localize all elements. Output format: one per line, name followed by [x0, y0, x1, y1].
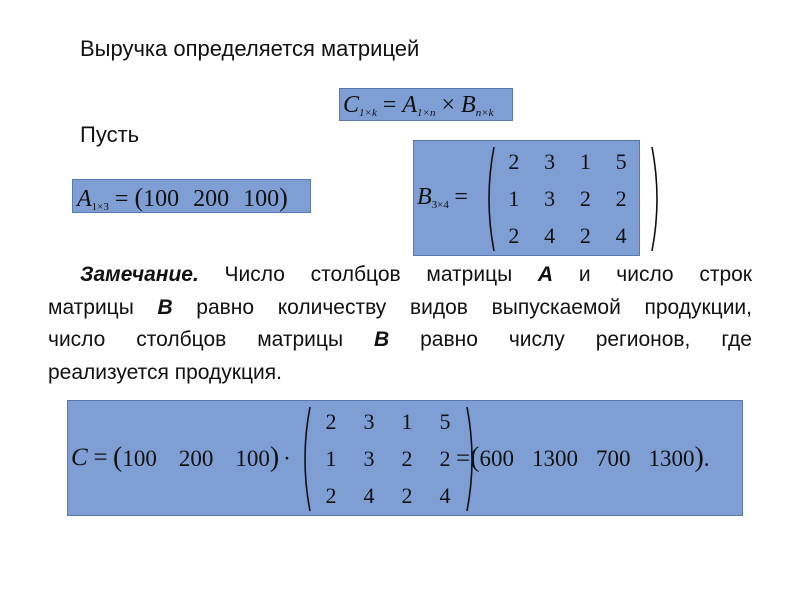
remark-label: Замечание. [80, 263, 199, 286]
matrix-b-cell: 5 [615, 148, 627, 174]
formula-equals: = [382, 92, 397, 118]
result-b-cell: 2 [401, 482, 413, 508]
matrix-b-cell: 3 [544, 148, 556, 174]
result-equals: = [93, 444, 108, 471]
matrix-b-cell: 3 [544, 185, 556, 211]
remark-line: число столбцов матрицы B равно числу регионов, где [48, 328, 752, 351]
remark-line: реализуется продукция. [48, 360, 282, 384]
result-b-left-bracket [298, 405, 312, 513]
matrix-b-cell: 2 [579, 185, 591, 211]
remark-paragraph [48, 259, 752, 389]
page-heading: Выручка определяется матрицей [80, 36, 420, 61]
result-equals-2: = [456, 445, 471, 472]
result-c-value: 1300 [648, 446, 695, 471]
formula-b-subscript: n×k [475, 107, 494, 119]
matrix-b-symbol: B [417, 184, 432, 210]
result-period: . [703, 446, 710, 471]
result-a-rparen: ) [269, 442, 280, 473]
result-a-value: 100 [235, 446, 270, 471]
formula-times: × [441, 92, 456, 118]
result-a-lparen: ( [113, 442, 123, 473]
result-c-value: 600 [479, 446, 514, 471]
result-c-value: 1300 [531, 446, 578, 471]
matrix-a-box [72, 179, 311, 213]
result-b-cell: 3 [363, 408, 375, 434]
matrix-a-value: 200 [193, 186, 230, 212]
matrix-a-lparen: ( [134, 183, 144, 212]
result-b-cell: 2 [401, 445, 413, 471]
matrix-b-cell: 1 [579, 148, 591, 174]
result-b-cell: 2 [439, 445, 451, 471]
result-c-value: 700 [595, 446, 631, 471]
formula-a-symbol: A [402, 92, 418, 118]
let-label: Пусть [80, 122, 140, 147]
remark-matrix-b: B [157, 295, 173, 319]
result-b-cell: 2 [325, 482, 337, 508]
matrix-a-value: 100 [143, 186, 180, 212]
result-dot: · [283, 446, 291, 471]
formula-revenue [339, 88, 513, 121]
formula-b-symbol: B [461, 92, 476, 118]
matrix-b-cell: 1 [508, 185, 520, 211]
remark-line: матрицы B равно количеству видов выпускаемой продукции, [48, 295, 752, 319]
matrix-b-cell: 2 [615, 185, 627, 211]
result-b-cell: 4 [363, 482, 375, 508]
matrix-a-equals: = [114, 186, 129, 212]
formula-a-subscript: 1×n [417, 107, 436, 119]
matrix-b-right-bracket [650, 145, 664, 253]
result-b-cell: 5 [439, 408, 451, 434]
matrix-b-equals: = [454, 184, 468, 210]
result-c-symbol: C [71, 444, 88, 471]
result-b-cell: 1 [401, 408, 413, 434]
matrix-b-cell: 4 [615, 222, 627, 248]
result-c-lparen: ( [470, 442, 480, 473]
matrix-b-cell: 2 [579, 222, 591, 248]
formula-c-symbol: C [343, 92, 360, 118]
matrix-a-subscript: 1×3 [91, 201, 109, 213]
matrix-b-grid [496, 143, 639, 254]
matrix-b-cell: 2 [508, 148, 520, 174]
result-c-rparen: ) [694, 442, 704, 473]
matrix-b-subscript: 3×4 [431, 199, 449, 211]
remark-matrix-b: B [373, 328, 390, 351]
remark-line: Замечание. Число столбцов матрицы A и число строк [80, 263, 752, 286]
result-b-cell: 3 [363, 445, 375, 471]
result-a-value: 100 [122, 446, 157, 471]
matrix-b-cell: 2 [508, 222, 520, 248]
remark-matrix-a: A [537, 263, 554, 286]
result-b-cell: 1 [325, 445, 337, 471]
matrix-a-symbol: A [77, 186, 92, 212]
result-a-value: 200 [178, 446, 214, 471]
result-b-cell: 4 [439, 482, 451, 508]
result-formula-box [67, 400, 743, 516]
matrix-b-box [413, 140, 640, 256]
formula-c-subscript: 1×k [359, 107, 377, 119]
result-b-cell: 2 [325, 408, 337, 434]
result-b-grid [312, 403, 464, 514]
matrix-b-left-bracket [482, 145, 496, 253]
matrix-b-cell: 4 [544, 222, 556, 248]
matrix-a-rparen: ) [279, 183, 288, 212]
matrix-a-value: 100 [243, 186, 280, 212]
